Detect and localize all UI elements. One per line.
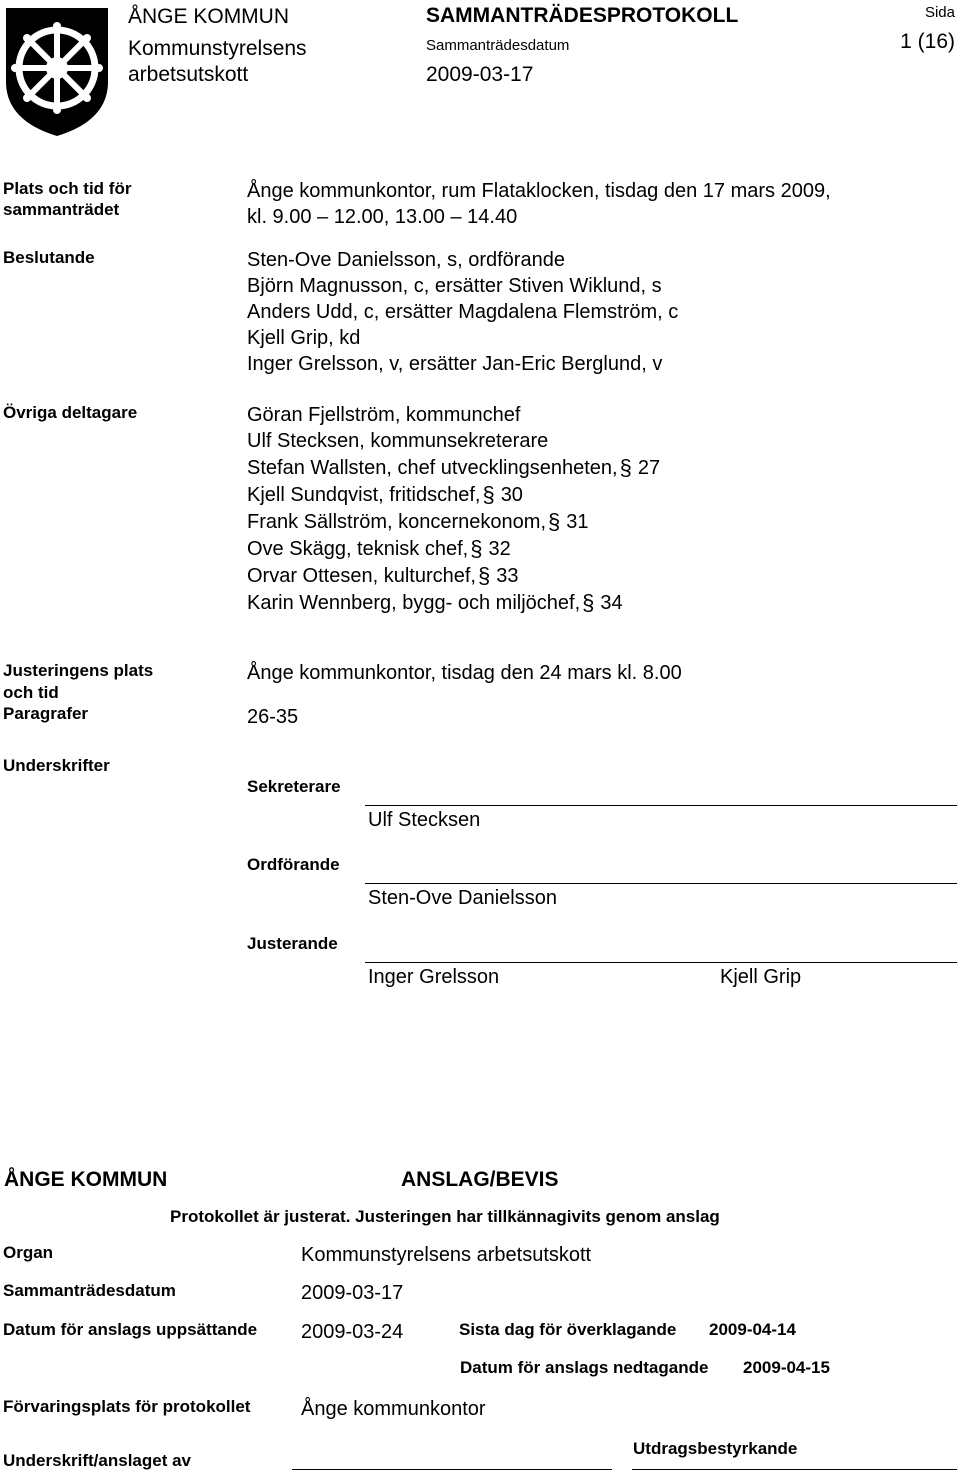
list-item: Frank Sällström, koncernekonom,§ 31	[247, 509, 589, 534]
notice-removed-label: Datum för anslags nedtagande	[460, 1358, 709, 1377]
deciders-label: Beslutande	[3, 248, 95, 267]
header-doc-type: SAMMANTRÄDESPROTOKOLL	[426, 4, 739, 27]
paragraphs-value: 26-35	[247, 706, 299, 728]
section-sign: §	[477, 563, 491, 588]
adjustment-place: Ånge kommunkontor, tisdag den 24 mars kl. 8.00	[247, 662, 682, 684]
chair-name: Sten-Ove Danielsson	[368, 887, 557, 909]
header-board-line-2: arbetsutskott	[128, 63, 249, 86]
notice-extract-label: Utdragsbestyrkande	[633, 1439, 798, 1458]
notice-appeal-date: 2009-04-14	[709, 1320, 796, 1339]
list-item: Inger Grelsson, v, ersätter Jan-Eric Berglund, v	[247, 353, 663, 375]
list-item: Björn Magnusson, c, ersätter Stiven Wiklund, s	[247, 275, 662, 297]
list-item: Stefan Wallsten, chef utvecklingsenheten,§ 27	[247, 455, 661, 480]
section-sign: §	[619, 455, 632, 480]
meeting-place-line-2: kl. 9.00 – 12.00, 13.00 – 14.40	[247, 206, 518, 228]
header-page-number: 1 (16)	[900, 30, 955, 53]
paragraphs-label: Paragrafer	[3, 704, 89, 723]
meeting-place-line-1: Ånge kommunkontor, rum Flataklocken, tisdag den 17 mars 2009,	[247, 180, 831, 202]
notice-meeting-date: 2009-03-17	[301, 1282, 404, 1304]
header-page-label: Sida	[924, 4, 955, 21]
section-sign: §	[548, 509, 561, 534]
header-date: 2009-03-17	[426, 63, 534, 86]
list-item: Orvar Ottesen, kulturchef,§ 33	[247, 563, 519, 588]
header-board-line-1: Kommunstyrelsens	[128, 37, 307, 60]
list-item: Karin Wennberg, bygg- och miljöchef,§ 34	[247, 590, 623, 615]
meeting-place-label-1: Plats och tid för	[3, 179, 132, 198]
notice-meeting-date-label: Sammanträdesdatum	[3, 1281, 176, 1300]
signatures-label: Underskrifter	[3, 756, 110, 775]
others-label: Övriga deltagare	[3, 403, 138, 422]
adjustment-place-label-1: Justeringens plats	[3, 661, 154, 680]
secretary-label: Sekreterare	[247, 777, 341, 796]
chair-signature-line	[365, 883, 957, 884]
list-item: Kjell Grip, kd	[247, 327, 361, 349]
deciders-list	[247, 247, 678, 377]
list-item: Göran Fjellström, kommunchef	[247, 404, 521, 426]
list-item: Ove Skägg, teknisk chef,§ 32	[247, 536, 511, 561]
adjusters-label: Justerande	[247, 934, 338, 953]
adjusters-signature-line	[365, 962, 957, 963]
notice-org: ÅNGE KOMMUN	[4, 1168, 168, 1191]
list-item: Kjell Sundqvist, fritidschef,§ 30	[247, 482, 523, 507]
notice-storage-label: Förvaringsplats för protokollet	[3, 1397, 251, 1416]
notice-title: ANSLAG/BEVIS	[401, 1168, 559, 1191]
secretary-name: Ulf Stecksen	[368, 809, 481, 831]
section-sign: §	[582, 590, 595, 615]
adjustment-place-label-2: och tid	[3, 683, 59, 702]
notice-removed-date: 2009-04-15	[743, 1358, 830, 1377]
notice-appeal-label: Sista dag för överklagande	[459, 1320, 677, 1339]
others-list	[247, 402, 660, 616]
section-sign: §	[470, 536, 483, 561]
list-item: Sten-Ove Danielsson, s, ordförande	[247, 249, 565, 271]
list-item: Anders Udd, c, ersätter Magdalena Flemström, c	[247, 301, 679, 323]
notice-signed-line	[292, 1469, 612, 1470]
header-date-label: Sammanträdesdatum	[426, 37, 570, 54]
notice-signed-label: Underskrift/anslaget av	[3, 1451, 192, 1470]
notice-posted-date: 2009-03-24	[301, 1321, 404, 1343]
section-sign: §	[482, 482, 495, 507]
secretary-signature-line	[365, 805, 957, 806]
list-item: Ulf Stecksen, kommunsekreterare	[247, 430, 549, 452]
chair-label: Ordförande	[247, 855, 340, 874]
notice-organ-label: Organ	[3, 1243, 54, 1262]
adjuster-1-name: Inger Grelsson	[368, 966, 500, 988]
notice-posted-label: Datum för anslags uppsättande	[3, 1320, 258, 1339]
header-org: ÅNGE KOMMUN	[128, 5, 290, 28]
notice-storage: Ånge kommunkontor	[301, 1398, 486, 1420]
adjuster-2-name: Kjell Grip	[720, 966, 802, 988]
meeting-place-label-2: sammanträdet	[3, 200, 120, 219]
notice-organ: Kommunstyrelsens arbetsutskott	[301, 1244, 592, 1266]
notice-extract-line	[632, 1469, 957, 1470]
notice-subtitle: Protokollet är justerat. Justeringen har tillkännagivits genom anslag	[170, 1207, 720, 1226]
municipality-coat-of-arms-logo	[2, 4, 112, 138]
